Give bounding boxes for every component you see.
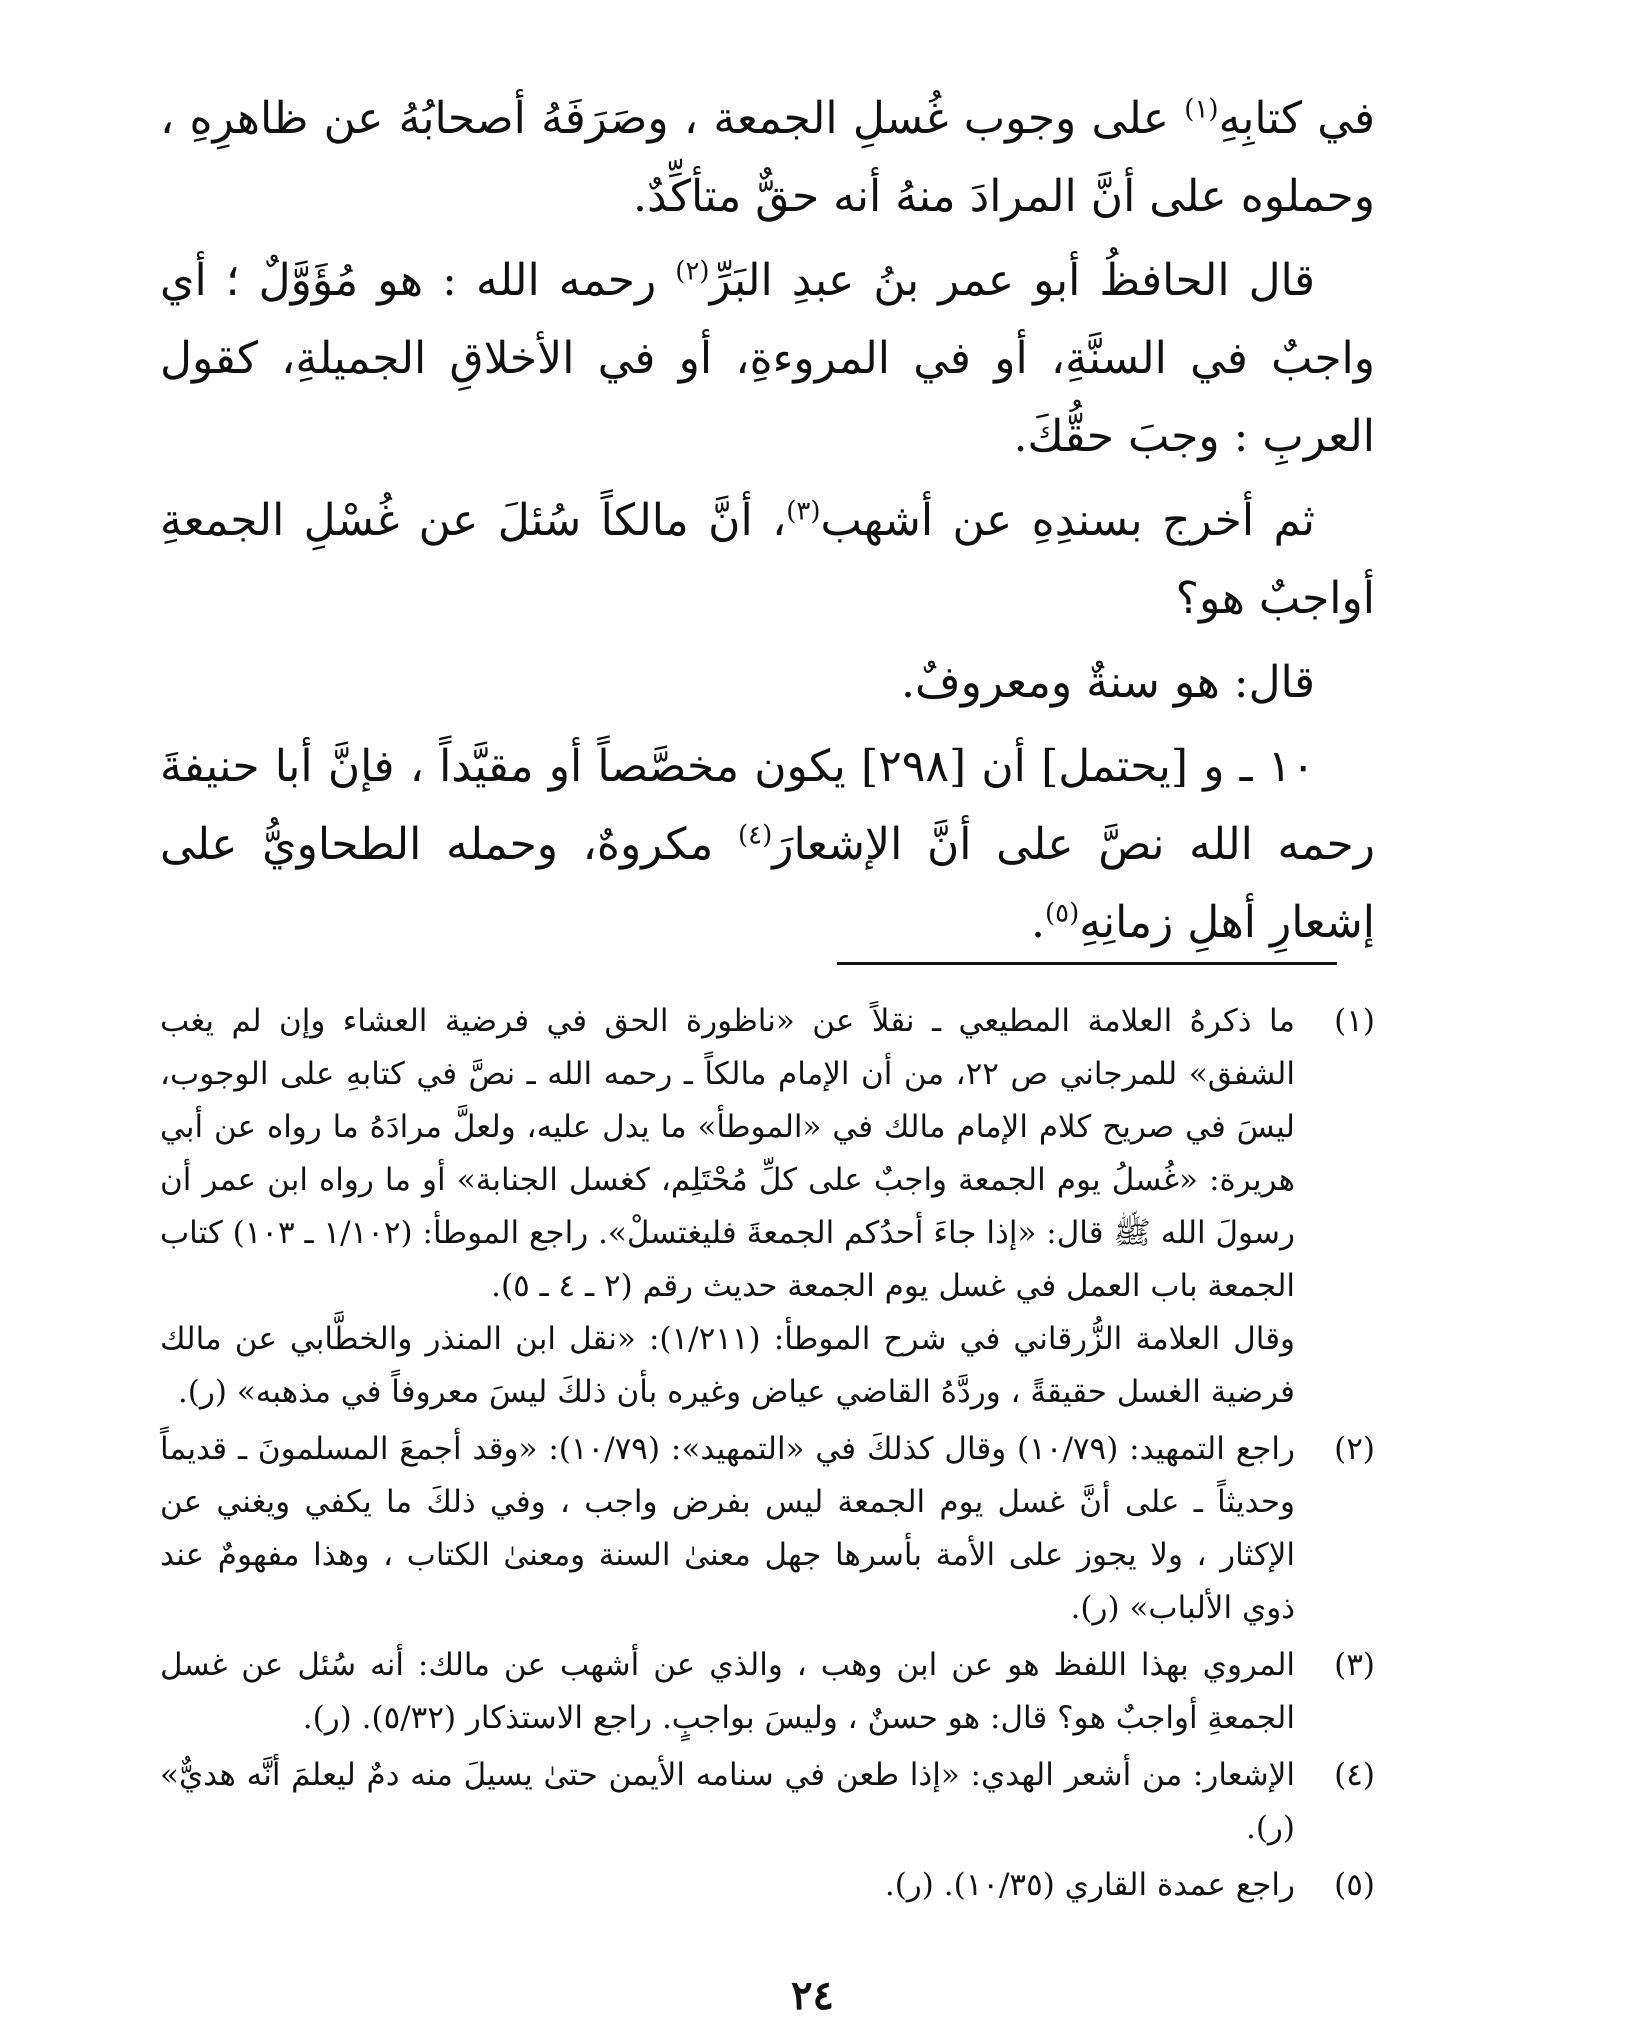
footnote-number: (٥) [1334, 1867, 1375, 1903]
footnote-item [160, 1859, 1375, 1912]
body-text-run: على وجوب غُسلِ الجمعة ، وصَرَفَهُ أصحابُهُ عن ظاهرِهِ ، وحملوه على أنَّ المرادَ منهُ أنه حقٌّ متأكِّدٌ. [160, 93, 1375, 222]
footnote-body [160, 1639, 1295, 1745]
body-paragraph [160, 644, 1375, 722]
footnote-text: راجع التمهيد: (١٠/٧٩) وقال كذلكَ في «التمهيد»: (١٠/٧٩): «وقد أجمعَ المسلمونَ ـ قديماً وحديثاً ـ على أنَّ غسل يوم الجمعة ليس بفرض واجب ، وفي ذلكَ ما يكفي ويغني عن الإكثار ، ولا يجوز على الأمة بأسرها جهل معنىٰ السنة ومعنىٰ الكتاب ، وهذا مفهومٌ عند ذوي الألباب» (ر). [160, 1431, 1295, 1626]
footnote-body [160, 1859, 1295, 1912]
page-number: ٢٤ [791, 1972, 834, 2019]
body-text-run: مكروهٌ، وحمله الطحاويُّ على إشعارِ أهلِ زمانِهِ [160, 819, 1375, 948]
footnote-reference[interactable]: (١) [1184, 94, 1219, 125]
footnote-reference[interactable]: (٢) [675, 256, 710, 287]
footnote-item [160, 1423, 1375, 1635]
footnote-text: راجع عمدة القاري (١٠/٣٥). (ر). [884, 1867, 1295, 1903]
body-text-run: في كتابِهِ [1218, 93, 1375, 144]
footnote-body [160, 1423, 1295, 1635]
body-paragraph [160, 80, 1375, 236]
body-text-run: . [1030, 897, 1045, 948]
body-text-run: قال: هو سنةٌ ومعروفٌ. [900, 657, 1315, 708]
body-text-run: رحمه الله : هو مُؤَوَّلٌ ؛ أي واجبٌ في السنَّةِ، أو في المروءةِ، أو في الأخلاقِ الجميلةِ، كقول العربِ : وجبَ حقُّكَ. [160, 255, 1375, 462]
footnote-number: (٤) [1334, 1757, 1375, 1793]
footnote-number: (٢) [1334, 1431, 1375, 1467]
footnote-text: الإشعار: من أشعر الهدي: «إذا طعن في سنامه الأيمن حتىٰ يسيلَ منه دمٌ ليعلمَ أنَّه هديٌّ» (ر). [160, 1757, 1295, 1846]
footnote-number: (٣) [1334, 1647, 1375, 1683]
footnote-item [160, 1749, 1375, 1855]
body-text-run: ثم أخرج بسندِهِ عن أشهب [820, 495, 1315, 546]
main-text [160, 80, 1375, 968]
footnote-item [160, 1639, 1375, 1745]
footnote-item [160, 995, 1375, 1419]
footnote-text: وقال العلامة الزُّرقاني في شرح الموطأ: (١/٢١١): «نقل ابن المنذر والخطَّابي عن مالك فرضية الغسل حقيقةً ، وردَّهُ القاضي عياض وغيره بأن ذلكَ ليسَ معروفاً في مذهبه» (ر). [160, 1321, 1295, 1410]
body-paragraph [160, 242, 1375, 476]
footnote-reference[interactable]: (٥) [1044, 898, 1080, 929]
body-text-run: قال الحافظُ أبو عمر بنُ عبدِ البَرِّ [709, 255, 1316, 306]
body-paragraph [160, 482, 1375, 638]
footnote-number: (١) [1334, 1003, 1375, 1039]
footnote-reference[interactable]: (٤) [737, 820, 773, 851]
body-text-run: ١٠ ـ و [يحتمل] أن [٢٩٨] يكون مخصَّصاً أو مقيَّداً ، فإنَّ أبا حنيفةَ رحمه الله نصَّ على أنَّ الإشعارَ [160, 741, 1375, 870]
footnote-body [160, 995, 1295, 1419]
footnote-text: المروي بهذا اللفظ هو عن ابن وهب ، والذي عن أشهب عن مالك: أنه سُئل عن غسل الجمعةِ أواجبٌ هو؟ قال: هو حسنٌ ، وليسَ بواجبٍ. راجع الاستذكار (٥/٣٢). (ر). [160, 1647, 1295, 1736]
body-paragraph [160, 728, 1375, 962]
footnote-reference[interactable]: (٣) [786, 496, 821, 527]
footnote-separator [837, 962, 1337, 965]
footnote-body [160, 1749, 1295, 1855]
footnote-text: ما ذكرهُ العلامة المطيعي ـ نقلاً عن «ناظورة الحق في فرضية العشاء وإن لم يغب الشفق» للمرجاني ص ٢٢، من أن الإمام مالكاً ـ رحمه الله ـ نصَّ في كتابهِ على الوجوب، ليسَ في صريح كلام الإمام مالك في «الموطأ» ما يدل عليه، ولعلَّ مرادَهُ ما رواه عن أبي هريرة: «غُسلُ يوم الجمعة واجبٌ على كلِّ مُحْتَلِم، كغسل الجنابة» أو ما رواه ابن عمر أن رسولَ الله ﷺ قال: «إذا جاءَ أحدُكم الجمعةَ فليغتسلْ». راجع الموطأ: (١/١٠٢ ـ ١٠٣) كتاب الجمعة باب العمل في غسل يوم الجمعة حديث رقم (٢ ـ ٤ ـ ٥). [160, 1003, 1295, 1304]
body-text-run: ، أنَّ مالكاً سُئلَ عن غُسْلِ الجمعةِ أواجبٌ هو؟ [160, 495, 1375, 624]
footnotes [160, 995, 1375, 1916]
